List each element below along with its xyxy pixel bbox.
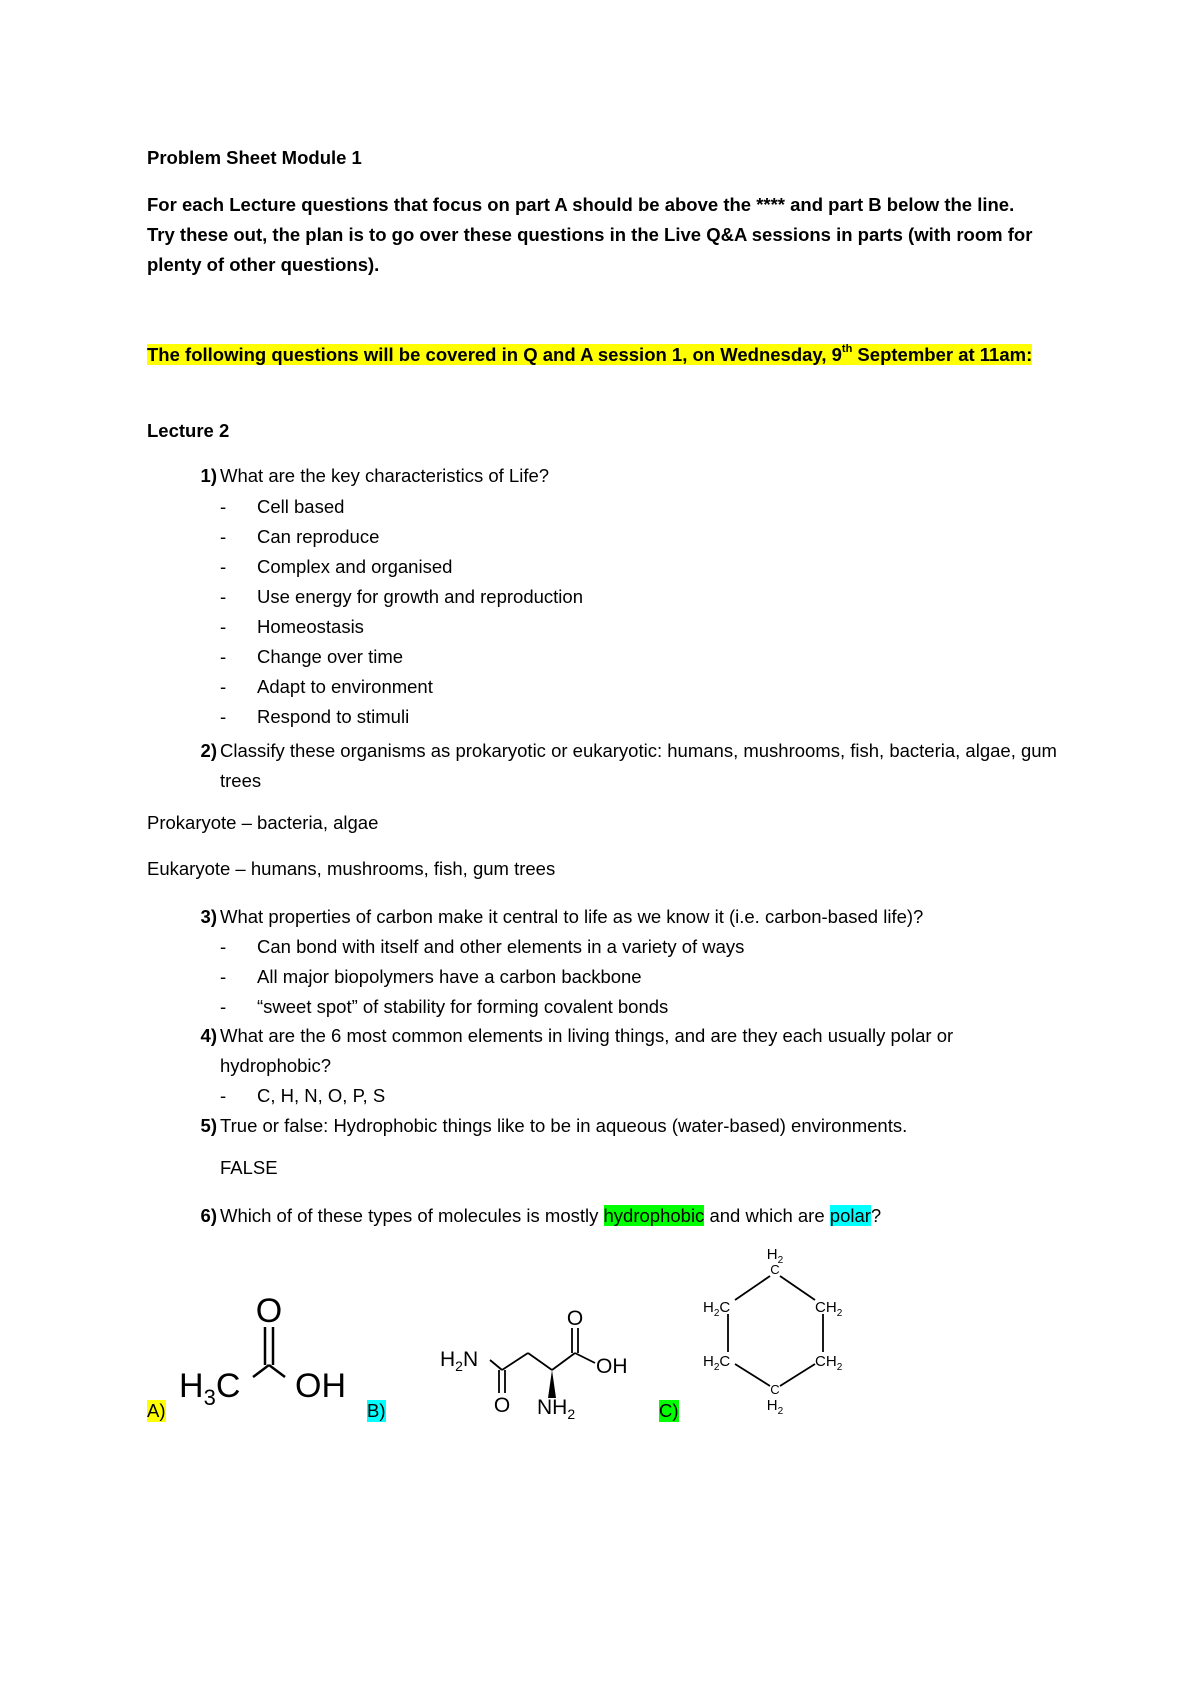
q5-answer: FALSE xyxy=(220,1157,278,1178)
list-item: Adapt to environment xyxy=(257,676,433,697)
molecule-c-label: C) xyxy=(659,1400,679,1421)
question-number: 6) xyxy=(200,1205,217,1226)
molecule-a-structure xyxy=(175,1285,370,1410)
question-number: 1) xyxy=(200,465,217,486)
question-text: What are the key characteristics of Life? xyxy=(220,465,550,486)
hydrogen-label: $H_2$ xyxy=(766,1246,784,1266)
amine-group: $NH_2$ xyxy=(537,1396,576,1422)
answer-prokaryote: Prokaryote – bacteria, algae xyxy=(147,812,379,833)
session-notice-highlight: The following questions will be covered in Q and A session 1, on Wednesday, 9th September at 11am: xyxy=(147,343,1033,365)
hydrophobic-highlight: hydrophobic xyxy=(603,1205,705,1226)
list-item: Cell based xyxy=(257,496,345,517)
molecule-a-label: A) xyxy=(147,1400,166,1421)
hydroxyl-group: OH xyxy=(295,1367,346,1405)
answer-eukaryote: Eukaryote – humans, mushrooms, fish, gum trees xyxy=(147,858,556,879)
list-item: All major biopolymers have a carbon backbone xyxy=(257,966,642,987)
question-number: 3) xyxy=(200,906,217,927)
question-text: True or false: Hydrophobic things like to be in aqueous (water-based) environments. xyxy=(220,1115,908,1136)
methyl-group: $H_3C$ xyxy=(179,1367,241,1410)
methylene-group: $H_2C$ xyxy=(703,1299,731,1319)
question-text: Which of of these types of molecules is mostly hydrophobic and which are polar? xyxy=(220,1205,882,1226)
molecule-b-label: B) xyxy=(367,1400,386,1421)
question-text: What are the 6 most common elements in living things, and are they each usually polar or hydrophobic? xyxy=(220,1025,954,1076)
list-item: Homeostasis xyxy=(257,616,364,637)
question-number: 4) xyxy=(200,1025,217,1046)
list-item: Respond to stimuli xyxy=(257,706,410,727)
methylene-group: $H_2C$ xyxy=(703,1353,731,1373)
intro-paragraph: For each Lecture questions that focus on part A should be above the **** and part B below the line. Try these out, the plan is to go over these questions in the Live Q&A sessions in parts (with room for plenty of other questions). xyxy=(147,194,1033,275)
list-item: Can reproduce xyxy=(257,526,380,547)
session-notice xyxy=(147,340,1047,370)
methylene-group: $CH_2$ xyxy=(815,1353,843,1373)
carbon-atom: C xyxy=(770,1262,780,1277)
oxygen-atom: O xyxy=(255,1292,283,1330)
polar-highlight: polar xyxy=(829,1205,871,1226)
list-item: Complex and organised xyxy=(257,556,453,577)
oxygen-atom: O xyxy=(493,1394,511,1417)
page-title: Problem Sheet Module 1 xyxy=(147,147,362,168)
list-item: Use energy for growth and reproduction xyxy=(257,586,583,607)
document-page: Problem Sheet Module 1 For each Lecture questions that focus on part A should be above the **** and part B below the line. Try these out, the plan is to go over these questions in the Live Q&A sessions in parts (with room for plenty of other questions). The following questions will be covered in Q and A session 1, on Wednesday, 9th September at 11am: Lecture 2 1) What are the key characteristics of Life? - Cell based - Can reproduce - Complex and organised - Use energy for growth and reproduction - Homeostasis - Change over time - Adapt to environment - Respond to stimuli 2) Classify these organisms as prokaryotic or eukaryotic: humans, mushrooms, fish, bacteria, algae, gum trees Prokaryote – bacteria, algae Eukaryote – humans, mushrooms, fish, gum trees 3) What properties of carbon make it central to life as we know it (i.e. carbon-based life)? - Can bond with itself and other elements in a variety of ways - All major biopolymers have a carbon backbone - “sweet spot” of stability for forming covalent bonds 4) What are the 6 most common elements in living things, and are they each usually polar or hydrophobic? - C, H, N, O, P, S 5) True or false: Hydrophobic things like to be in aqueous (water-based) environments. FALSE 6) Which of of these types of molecules is mostly hydrophobic and which are polar? A) B) C) O $H_3C$ OH O $H_2N$ OH O $NH_2$ $H_2$ C $H_2C$ $CH_2$ $H_2C$ $CH_2$ C $H_2$ xyxy=(0,0,1200,1698)
molecule-c-structure xyxy=(695,1240,855,1417)
carbon-atom: C xyxy=(770,1382,780,1397)
list-item: “sweet spot” of stability for forming covalent bonds xyxy=(257,996,669,1017)
hydroxyl-group: OH xyxy=(596,1355,628,1378)
question-number: 2) xyxy=(200,740,217,761)
question-text: What properties of carbon make it central to life as we know it (i.e. carbon-based life)? xyxy=(220,906,924,927)
methylene-group: $CH_2$ xyxy=(815,1299,843,1319)
hydrogen-label: $H_2$ xyxy=(766,1397,784,1417)
question-text: Classify these organisms as prokaryotic or eukaryotic: humans, mushrooms, fish, bacteria, algae, gum trees xyxy=(220,740,1057,791)
amide-group: $H_2N$ xyxy=(440,1348,479,1374)
question-number: 5) xyxy=(200,1115,217,1136)
molecule-b-structure xyxy=(440,1308,650,1420)
list-item: Can bond with itself and other elements in a variety of ways xyxy=(257,936,745,957)
lecture-heading: Lecture 2 xyxy=(147,420,230,441)
list-item: C, H, N, O, P, S xyxy=(257,1085,386,1106)
oxygen-atom: O xyxy=(566,1307,584,1330)
list-item: Change over time xyxy=(257,646,404,667)
